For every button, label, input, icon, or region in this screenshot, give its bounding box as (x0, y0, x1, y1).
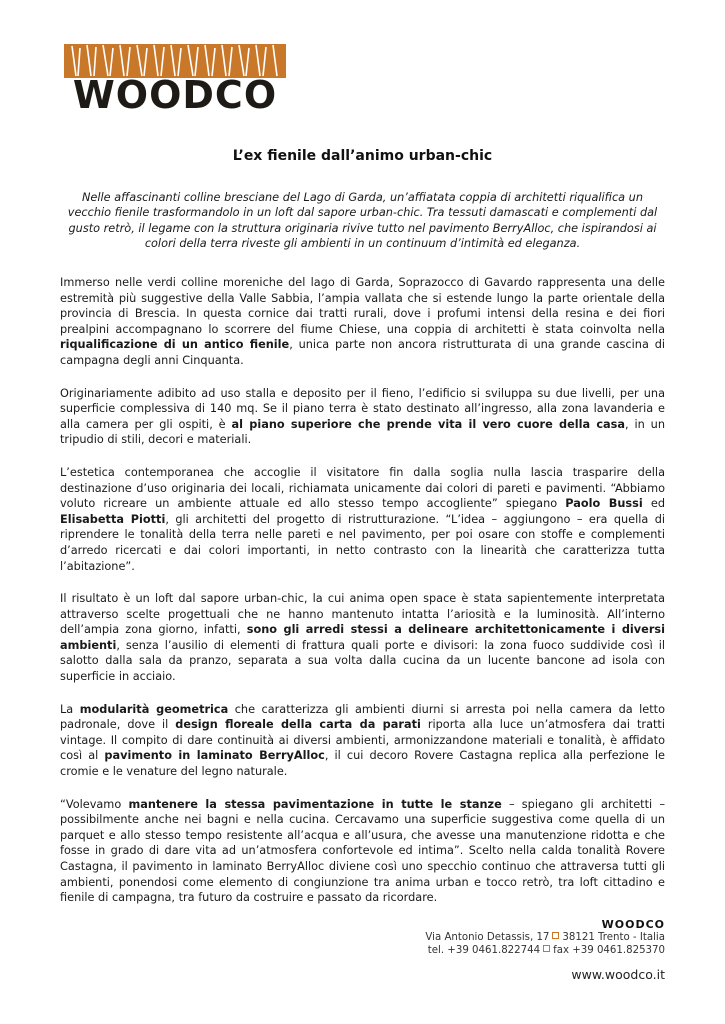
bold-run: mantenere la stessa pavimentazione in tutte le stanze (128, 797, 502, 811)
footer-contacts (425, 944, 665, 957)
bold-run: sono gli arredi stessi a delineare architettonicamente i diversi ambienti (60, 623, 665, 652)
text-run: – spiegano gli architetti – possibilmente anche nei bagni e nella cucina. Cercavamo una superficie suggestiva come quella di un parquet e allo stesso tempo resistente all’acqua e all’usura, che avesse una manutenzione ridotta e che fosse in grado di dare vita ad un’atmosfera confortevole ed intima”. Scelto nella calda tonalità Rovere Castagna, il pavimento in laminato BerryAlloc diviene così uno specchio continuo che attraversa tutti gli ambienti, ponendosi come elemento di congiunzione tra anima urban e tocco retrò, tra loft cittadino e fienile di campagna, tra futuro da costruire e passato da ricordare. (60, 797, 666, 905)
text-run: , unica parte non ancora ristrutturata di una grande cascina di campagna degli anni Cinquanta. (60, 338, 666, 367)
fax-number: fax +39 0461.825370 (553, 945, 665, 956)
text-run: Originariamente adibito ad uso stalla e deposito per il fieno, l’edificio si sviluppa su due livelli, per una superficie complessiva di 140 mq. Se il piano terra è stato destinato all’ingresso, alla zona lavanderia e alla camera per gli ospiti, è (60, 386, 665, 431)
paragraph-2 (60, 386, 665, 448)
text-run: “Volevamo (60, 797, 129, 811)
paragraph-5 (60, 702, 665, 780)
text-run: Immerso nelle verdi colline moreniche del lago di Garda, Soprazocco di Gavardo rappresenta una delle estremità più suggestive della Valle Sabbia, l’ampia vallata che si estende lungo la parte orientale della provincia di Brescia. In questa cornice dai tratti rurali, dove i profumi intensi della resina e dei fiori prealpini accompagnano lo scorrere del fiume Chiese, una coppia di architetti è stata coinvolta nella (60, 276, 665, 336)
company-footer (425, 918, 665, 982)
square-bullet-icon (543, 945, 550, 952)
footer-address (425, 931, 665, 944)
paragraph-3 (60, 465, 665, 574)
footer-brand: WOODCO (601, 918, 665, 931)
logo-wordmark: WOODCO (72, 73, 278, 112)
text-run: La (60, 702, 80, 716)
phone-number: tel. +39 0461.822744 (427, 945, 541, 956)
square-bullet-icon (552, 932, 559, 939)
paragraph-6 (60, 797, 665, 906)
address-street: Via Antonio Detassis, 17 (425, 932, 550, 943)
text-run: Il risultato è un loft dal sapore urban-chic, la cui anima open space è stata sapientemente interpretata attraverso scelte progettuali che ne hanno mantenuto intatta l’ariosità e la luminosità. All’interno dell’ampia zona giorno, infatti, (60, 592, 665, 637)
paragraph-4 (60, 591, 665, 685)
bold-run: riqualificazione di un antico fienile (60, 338, 290, 352)
bold-run: Elisabetta Piotti (60, 512, 166, 526)
woodco-logo-graphic (60, 40, 290, 112)
bold-run: design floreale della carta da parati (175, 718, 421, 732)
article-body (60, 275, 665, 923)
text-run: , senza l’ausilio di elementi di frattura quali porte e divisori: la zona fuoco suddivide così il salotto dalla sala da pranzo, separata a sua volta dalla cucina da un lucente bancone ad isola con superficie in acciaio. (60, 638, 665, 684)
text-run: riporta alla luce un’atmosfera dai tratti vintage. Il compito di dare continuità ai diversi ambienti, armonizzandone materiali e tonalità, è affidato così al (60, 718, 665, 763)
article-title: L’ex fienile dall’animo urban-chic (232, 148, 493, 164)
text-run: , in un tripudio di stili, decori e materiali. (60, 417, 665, 447)
address-city: 38121 Trento - Italia (562, 932, 665, 943)
article-intro: Nelle affascinanti colline bresciane del Lago di Garda, un’affiatata coppia di architetti riqualifica un vecchio fienile trasformandolo in un loft dal sapore urban-chic. Tra tessuti damascati e complementi dal gusto retrò, il legame con la struttura originaria rivive tutto nel pavimento BerryAlloc, che ispirandosi ai colori della terra riveste gli ambienti in un continuum d’intimità ed eleganza. (67, 191, 658, 251)
text-run: che caratterizza gli ambienti diurni si arresta poi nella camera da letto padronale, dove il (60, 702, 665, 732)
footer-website-link[interactable]: www.woodco.it (571, 967, 665, 982)
text-run: , gli architetti del progetto di ristrutturazione. “L’idea – aggiungono – era quella di riprendere le tonalità della terra nelle pareti e nel pavimento, per poi osare con stoffe e complementi d’arredo ricercati e dai colori importanti, in netto contrasto con la linearità che caratterizza tutta l’abitazione”. (60, 512, 666, 573)
woodco-logo (60, 40, 290, 112)
bold-run: Paolo Bussi (565, 497, 643, 511)
text-run: , il cui decoro Rovere Castagna replica alla perfezione le cromie e le venature del legno naturale. (60, 749, 665, 779)
text-run: ed (642, 497, 666, 511)
bold-run: al piano superiore che prende vita il vero cuore della casa (231, 417, 625, 431)
bold-run: pavimento in laminato BerryAlloc (104, 749, 325, 763)
text-run: L’estetica contemporanea che accoglie il visitatore fin dalla soglia nulla lascia trasparire della destinazione d’uso originaria dei locali, richiamata unicamente dai colori di pareti e pavimenti. “Abbiamo voluto ricreare un ambiente attuale ed allo stesso tempo accogliente” spiegano (60, 465, 665, 511)
paragraph-1 (60, 275, 665, 369)
bold-run: modularità geometrica (79, 702, 229, 716)
